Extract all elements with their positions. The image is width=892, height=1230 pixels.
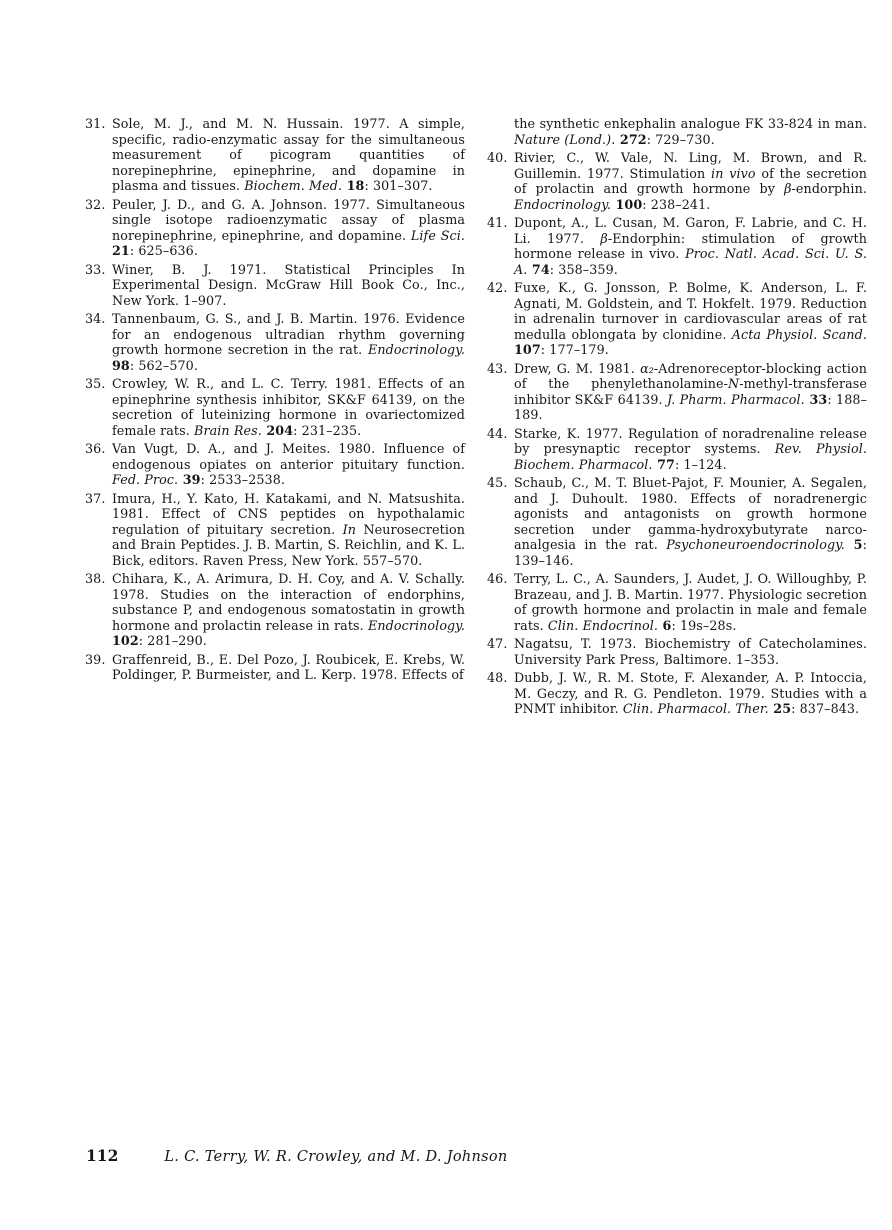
reference-item [85, 262, 465, 309]
reference-text: Winer, B. J. 1971. Statistical Principles In Experimental Design. McGraw Hill Book Co., Inc., New York. 1–907. [112, 261, 465, 308]
reference-item [487, 571, 867, 633]
reference-item [85, 197, 465, 259]
reference-text: Peuler, J. D., and G. A. Johnson. 1977. Simultaneous single isotope radioenzymatic assay of plasma norepinephrine, epinephrine, and dopamine. Life Sci. 21: 625–636. [112, 196, 465, 258]
reference-number: 38. [85, 571, 106, 586]
reference-number: 47. [487, 636, 508, 651]
reference-number: 48. [487, 670, 508, 685]
reference-text: Schaub, C., M. T. Bluet-Pajot, F. Mounier, A. Segalen, and J. Duhoult. 1980. Effects of noradrenergic agonists and antagonists on growth hormone secretion under gamma-hydroxybutyrate narco-analgesia in the rat. Psychoneuroendocrinology. 5: 139–146. [514, 475, 867, 568]
reference-text: Starke, K. 1977. Regulation of noradrenaline release by presynaptic receptor systems. Rev. Physiol. Biochem. Pharmacol. 77: 1–124. [514, 425, 868, 472]
reference-text: Sole, M. J., and M. N. Hussain. 1977. A simple, specific, radio-enzymatic assay for the simultaneous measurement of picogram quantities of norepinephrine, epinephrine, and dopamine in plasma and tissues. Biochem. Med. 18: 301–307. [112, 116, 465, 193]
references-columns [85, 116, 867, 720]
reference-text: Chihara, K., A. Arimura, D. H. Coy, and A. V. Schally. 1978. Studies on the interaction of endorphins, substance P, and endogenous somatostatin in growth hormone and prolactin release in rats. Endocrinology. 102: 281–290. [112, 571, 465, 648]
reference-number: 36. [85, 441, 106, 456]
reference-number: 43. [487, 360, 508, 376]
references-column-left [85, 116, 465, 720]
reference-text: Drew, G. M. 1981. α₂-Adrenoreceptor-blocking action of the phenylethanolamine-N-methyl-transferase inhibitor SK&F 64139. J. Pharm. Pharmacol. 33: 188–189. [514, 360, 868, 422]
reference-text: Rivier, C., W. Vale, N. Ling, M. Brown, and R. Guillemin. 1977. Stimulation in vivo of the secretion of prolactin and growth hormone by β-endorphin. Endocrinology. 100: 238–241. [514, 150, 867, 212]
reference-item [85, 376, 465, 438]
reference-text: the synthetic enkephalin analogue FK 33-824 in man. Nature (Lond.). 272: 729–730. [514, 116, 867, 147]
reference-number: 42. [487, 280, 508, 295]
reference-number: 33. [85, 261, 106, 277]
page-footer [86, 1146, 508, 1165]
reference-text: Imura, H., Y. Kato, H. Katakami, and N. Matsushita. 1981. Effect of CNS peptides on hypothalamic regulation of pituitary secretion. In Neurosecretion and Brain Peptides. J. B. Martin, S. Reichlin, and K. L. Bick, editors. Raven Press, New York. 557–570. [112, 490, 465, 568]
running-authors: L. C. Terry, W. R. Crowley, and M. D. Johnson [164, 1149, 508, 1165]
reference-item [487, 475, 867, 568]
reference-text: Nagatsu, T. 1973. Biochemistry of Catecholamines. University Park Press, Baltimore. 1–353. [514, 636, 867, 667]
reference-item [85, 652, 465, 683]
reference-item [487, 150, 867, 212]
reference-item [487, 280, 867, 358]
reference-text: Dupont, A., L. Cusan, M. Garon, F. Labrie, and C. H. Li. 1977. β-Endorphin: stimulation of growth hormone release in vivo. Proc. Natl. Acad. Sci. U. S. A. 74: 358–359. [514, 215, 868, 277]
reference-number: 45. [487, 475, 508, 490]
reference-number: 40. [487, 150, 508, 165]
reference-item [487, 426, 867, 473]
reference-number: 44. [487, 425, 508, 441]
reference-text: Terry, L. C., A. Saunders, J. Audet, J. O. Willoughby, P. Brazeau, and J. B. Martin. 1977. Physiologic secretion of growth hormone and prolactin in male and female rats. Clin. Endocrinol. 6: 19s–28s. [514, 571, 867, 633]
reference-text: Graffenreid, B., E. Del Pozo, J. Roubicek, E. Krebs, W. Poldinger, P. Burmeister, and L. Kerp. 1978. Effects of [112, 651, 465, 682]
reference-number: 31. [85, 116, 106, 131]
reference-text: Dubb, J. W., R. M. Stote, F. Alexander, A. P. Intoccia, M. Geczy, and R. G. Pendleton. 1979. Studies with a PNMT inhibitor. Clin. Pharmacol. Ther. 25: 837–843. [514, 670, 867, 716]
reference-text: Van Vugt, D. A., and J. Meites. 1980. Influence of endogenous opiates on anterior pituitary function. Fed. Proc. 39: 2533–2538. [112, 441, 465, 487]
reference-number: 39. [85, 651, 106, 667]
reference-text: Fuxe, K., G. Jonsson, P. Bolme, K. Anderson, L. F. Agnati, M. Goldstein, and T. Hokfelt. 1979. Reduction in adrenalin turnover in cardiovascular areas of rat medulla oblongata by clonidine. Acta Physiol. Scand. 107: 177–179. [514, 280, 867, 357]
reference-number: 46. [487, 571, 508, 586]
reference-number: 34. [85, 311, 106, 326]
reference-item [85, 311, 465, 373]
reference-item [487, 636, 867, 667]
page-number: 112 [86, 1146, 119, 1165]
reference-item [487, 361, 867, 423]
reference-item [85, 571, 465, 649]
reference-item [85, 441, 465, 488]
reference-number: 32. [85, 196, 106, 212]
reference-number: 37. [85, 490, 106, 506]
reference-text: Tannenbaum, G. S., and J. B. Martin. 1976. Evidence for an endogenous ultradian rhythm governing growth hormone secretion in the rat. Endocrinology. 98: 562–570. [112, 311, 465, 373]
references-column-right [487, 116, 867, 720]
reference-item [85, 491, 465, 569]
reference-text: Crowley, W. R., and L. C. Terry. 1981. Effects of an epinephrine synthesis inhibitor, SK&F 64139, on the secretion of luteinizing hormone in ovariectomized female rats. Brain Res. 204: 231–235. [112, 376, 465, 438]
reference-number: 41. [487, 215, 508, 230]
reference-number: 35. [85, 376, 106, 391]
reference-continuation [487, 116, 867, 147]
reference-item [487, 670, 867, 717]
reference-item [85, 116, 465, 194]
reference-item [487, 215, 867, 277]
